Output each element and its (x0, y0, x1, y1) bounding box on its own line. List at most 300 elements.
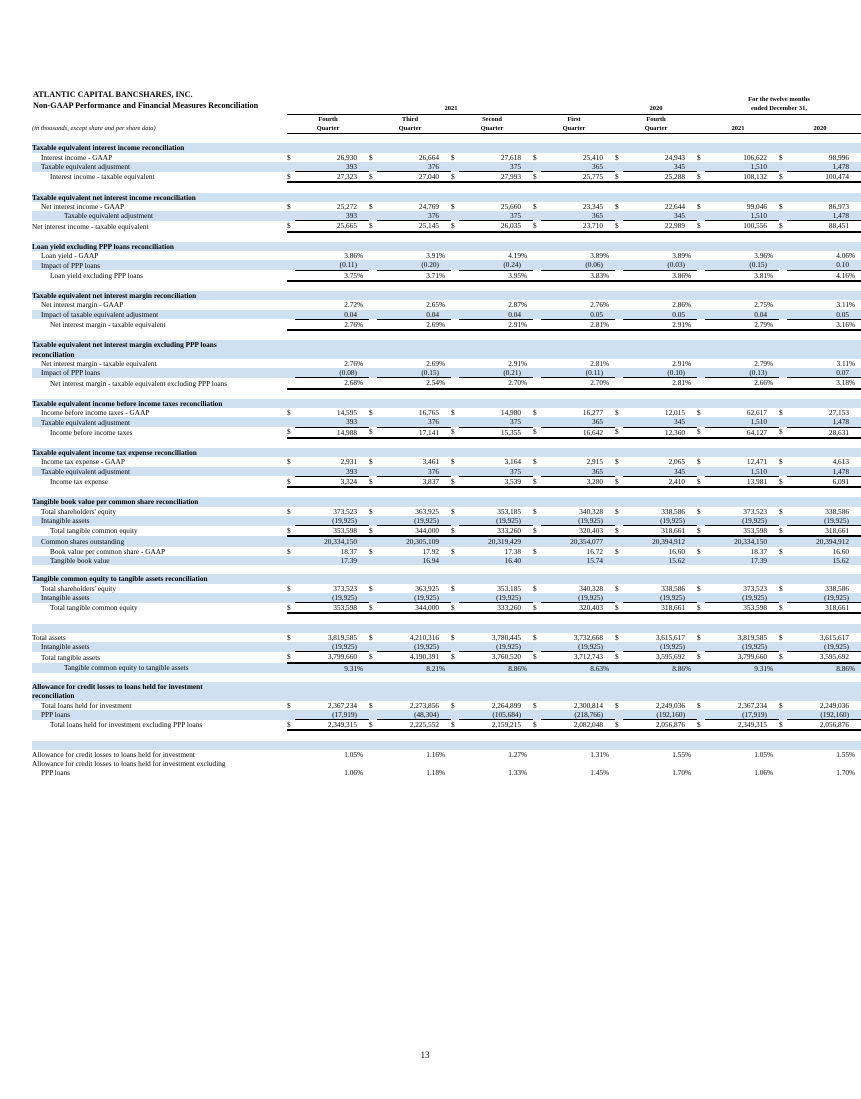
row-label: Impact of PPP loans (32, 368, 287, 378)
row-label: Net interest income - GAAP (41, 201, 125, 211)
col-fourth-2020: Fourth (646, 115, 666, 123)
value-cell: (19,925) (787, 516, 849, 526)
value-cell: 2,300,814 (573, 700, 603, 710)
dollar-sign (779, 710, 787, 720)
value-cell: (0.08) (295, 368, 357, 378)
dollar-sign: $ (697, 652, 705, 663)
dollar-sign: $ (451, 632, 455, 642)
value-cell: (19,925) (787, 593, 849, 603)
spacer-cell (32, 330, 861, 340)
value-cell: 1.27 (508, 749, 521, 759)
percent-sign (439, 652, 451, 663)
percent-sign: % (357, 319, 369, 330)
spacer-row (32, 613, 861, 623)
value-cell: 393 (295, 162, 357, 172)
dollar-sign (287, 768, 295, 777)
dollar-sign: $ (779, 583, 783, 593)
dollar-sign: $ (369, 427, 377, 438)
dollar-sign (369, 536, 377, 546)
dollar-sign: $ (779, 476, 787, 487)
value-cell: (218,766) (541, 710, 603, 720)
dollar-sign (697, 300, 705, 309)
dollar-sign (451, 556, 459, 565)
spacer-cell (32, 438, 861, 448)
percent-sign (767, 701, 779, 710)
dollar-sign (533, 467, 541, 477)
value-cell: 365 (541, 162, 603, 172)
value-cell: 20,394,912 (787, 536, 849, 546)
percent-sign: % (603, 270, 615, 281)
table-row (32, 260, 861, 270)
dollar-sign: $ (697, 546, 701, 556)
table-row (32, 536, 861, 546)
value-cell: 8.21 (377, 663, 439, 673)
value-cell: 9.31 (705, 663, 767, 673)
section-title-fill (287, 448, 861, 457)
dollar-sign: $ (369, 221, 377, 232)
percent-sign: % (521, 300, 528, 310)
dollar-sign (615, 556, 623, 565)
value-cell: 1.33 (508, 768, 521, 778)
percent-sign: % (521, 749, 528, 759)
dollar-sign (287, 359, 295, 368)
percent-sign (521, 603, 533, 614)
value-cell: 17.39 (705, 556, 767, 565)
dollar-sign: $ (287, 457, 291, 467)
dollar-sign (615, 642, 623, 652)
dollar-sign (451, 260, 459, 270)
percent-sign (603, 642, 615, 652)
percent-sign: % (767, 251, 774, 260)
percent-sign: % (521, 251, 528, 260)
dollar-sign: $ (451, 506, 455, 516)
dollar-sign (451, 536, 459, 546)
percent-sign (357, 710, 369, 720)
value-cell: 12,471 (746, 457, 767, 467)
table-row (32, 633, 861, 642)
dollar-sign: $ (533, 172, 541, 183)
value-cell: (19,925) (787, 642, 849, 652)
percent-sign (521, 368, 533, 378)
value-cell: 2.81 (590, 358, 603, 368)
percent-sign: % (849, 251, 856, 260)
dollar-sign (779, 593, 787, 603)
dollar-sign (615, 516, 623, 526)
dollar-sign (369, 378, 377, 389)
value-cell: (17,919) (705, 710, 767, 720)
row-fill (287, 759, 861, 768)
section-title-fill (287, 691, 861, 700)
percent-sign (357, 642, 369, 652)
dollar-sign (369, 300, 377, 309)
table-row (32, 211, 861, 221)
section-title: Taxable equivalent income tax expense reconciliation (32, 448, 287, 457)
percent-sign (357, 603, 369, 614)
value-cell: 24,943 (664, 152, 685, 162)
value-cell: 353,598 (705, 526, 767, 537)
value-cell: 2,225,552 (377, 720, 439, 731)
spacer-cell (32, 613, 861, 623)
dollar-sign (697, 750, 705, 759)
value-cell: 353,598 (295, 526, 357, 537)
table-row (32, 172, 861, 183)
twelve-months-header-2: ended December 31, (697, 104, 861, 114)
percent-sign (767, 467, 779, 477)
dollar-sign: $ (369, 583, 373, 593)
percent-sign: % (439, 300, 446, 310)
dollar-sign (697, 710, 705, 720)
value-cell: 1.05 (344, 749, 357, 759)
row-label: Net interest margin - taxable equivalent (50, 320, 166, 329)
value-cell: 345 (623, 467, 685, 477)
percent-sign (521, 556, 533, 565)
dollar-sign (615, 467, 623, 477)
dollar-sign (779, 251, 787, 260)
dollar-sign (287, 516, 295, 526)
value-cell: 16.60 (668, 546, 685, 556)
percent-sign: % (439, 251, 446, 260)
dollar-sign (615, 162, 623, 172)
percent-sign (357, 221, 369, 232)
percent-sign (439, 633, 451, 642)
percent-sign (603, 652, 615, 663)
dollar-sign (369, 417, 377, 427)
percent-sign (767, 417, 779, 427)
value-cell: 16,277 (582, 408, 603, 417)
dollar-sign: $ (451, 603, 459, 614)
value-cell: 25,288 (623, 172, 685, 183)
col-q1-2021: Quarter (533, 124, 615, 134)
dollar-sign: $ (615, 221, 623, 232)
col-fourth: Fourth (318, 115, 338, 123)
value-cell: 106,622 (743, 152, 767, 162)
percent-sign (357, 467, 369, 477)
percent-sign (849, 536, 861, 546)
percent-sign (521, 536, 533, 546)
dollar-sign (533, 556, 541, 565)
spacer-cell (32, 730, 861, 740)
percent-sign (357, 476, 369, 487)
value-cell: 20,319,429 (459, 536, 521, 546)
section-title-row (32, 350, 861, 359)
col-ytd-2021: 2021 (697, 124, 779, 134)
value-cell: (19,925) (377, 516, 439, 526)
dollar-sign (615, 536, 623, 546)
dollar-sign (533, 663, 541, 673)
percent-sign (767, 584, 779, 593)
spacer-row (32, 438, 861, 448)
value-cell: 16.72 (586, 546, 603, 556)
value-cell: 2.72 (344, 300, 357, 310)
value-cell: 99,046 (746, 201, 767, 211)
percent-sign: % (767, 270, 779, 281)
percent-sign: % (439, 378, 451, 389)
value-cell: 4.06 (836, 251, 849, 260)
percent-sign (603, 408, 615, 417)
percent-sign (521, 516, 533, 526)
value-cell: 2,159,215 (459, 720, 521, 731)
percent-sign (685, 260, 697, 270)
percent-sign (685, 457, 697, 466)
dollar-sign: $ (615, 546, 619, 556)
year-2021-header: 2021 (287, 104, 615, 114)
table-row (32, 378, 861, 389)
percent-sign (439, 153, 451, 162)
section-title-fill (287, 340, 861, 349)
dollar-sign (451, 593, 459, 603)
dollar-sign (615, 663, 623, 673)
percent-sign: % (849, 663, 861, 673)
value-cell: 8.63 (541, 663, 603, 673)
dollar-sign (779, 768, 787, 777)
dollar-sign (369, 467, 377, 477)
value-cell: 3,819,585 (327, 632, 357, 642)
value-cell: 1.55 (836, 749, 849, 759)
dollar-sign (451, 417, 459, 427)
table-row (32, 701, 861, 710)
value-cell: 2,349,315 (295, 720, 357, 731)
row-label: Income tax expense - GAAP (41, 457, 125, 467)
value-cell: 1.05 (754, 749, 767, 759)
percent-sign (849, 633, 861, 642)
value-cell: 353,598 (705, 603, 767, 614)
percent-sign (357, 162, 369, 172)
value-cell: 12,360 (623, 427, 685, 438)
dollar-sign: $ (369, 457, 373, 467)
value-cell: 100,474 (787, 172, 849, 183)
percent-sign (849, 260, 861, 270)
value-cell: 8.86 (623, 663, 685, 673)
value-cell: 4,190,391 (377, 652, 439, 663)
dollar-sign: $ (451, 221, 459, 232)
percent-sign (357, 547, 369, 556)
dollar-sign (615, 378, 623, 389)
percent-sign (767, 516, 779, 526)
value-cell: 0.05 (787, 310, 849, 320)
dollar-sign (451, 162, 459, 172)
col-ytd-2020: 2020 (779, 124, 861, 134)
value-cell: 3,539 (459, 476, 521, 487)
percent-sign (521, 153, 533, 162)
value-cell: 345 (623, 162, 685, 172)
value-cell: (19,925) (459, 593, 521, 603)
value-cell: 1,510 (705, 417, 767, 427)
percent-sign (767, 710, 779, 720)
percent-sign (767, 476, 779, 487)
dollar-sign (533, 750, 541, 759)
value-cell: 2.76 (590, 300, 603, 310)
percent-sign (439, 457, 451, 466)
dollar-sign (533, 359, 541, 368)
percent-sign (685, 162, 697, 172)
dollar-sign: $ (533, 526, 541, 537)
percent-sign: % (849, 358, 856, 368)
value-cell: (0.15) (705, 260, 767, 270)
value-cell: 2.75 (754, 300, 767, 310)
value-cell: 3.81 (705, 270, 767, 281)
percent-sign (521, 720, 533, 731)
value-cell: 3,760,520 (459, 652, 521, 663)
value-cell: 2.91 (623, 319, 685, 330)
value-cell: 375 (459, 211, 521, 221)
dollar-sign: $ (615, 506, 619, 516)
dollar-sign (697, 536, 705, 546)
value-cell: 2.54 (377, 378, 439, 389)
section-blank-row (32, 741, 861, 750)
spacer-cell (32, 232, 861, 242)
value-cell: 14,980 (500, 408, 521, 417)
value-cell: 318,661 (787, 526, 849, 537)
value-cell: 2,367,234 (327, 700, 357, 710)
dollar-sign: $ (615, 526, 623, 537)
dollar-sign (287, 300, 295, 309)
percent-sign: % (603, 378, 615, 389)
value-cell: (0.15) (377, 368, 439, 378)
dollar-sign (615, 310, 623, 320)
col-first: First (567, 115, 581, 123)
percent-sign (767, 603, 779, 614)
value-cell: 27,323 (295, 172, 357, 183)
table-row (32, 417, 861, 427)
dollar-sign: $ (615, 720, 623, 731)
value-cell: 22,989 (623, 221, 685, 232)
percent-sign (603, 526, 615, 537)
dollar-sign (287, 251, 295, 260)
section-title: Allowance for credit losses to loans held for investment (32, 682, 287, 691)
percent-sign (439, 202, 451, 211)
percent-sign (357, 457, 369, 466)
value-cell: 2.86 (672, 300, 685, 310)
dollar-sign: $ (451, 652, 459, 663)
row-label: Total loans held for investment excluding PPP loans (50, 720, 203, 730)
percent-sign (439, 162, 451, 172)
percent-sign (685, 368, 697, 378)
dollar-sign: $ (779, 221, 787, 232)
dollar-sign: $ (287, 583, 291, 593)
percent-sign (685, 526, 697, 537)
value-cell: 3,615,617 (655, 632, 685, 642)
spacer-row (32, 182, 861, 192)
spacer-cell (32, 673, 861, 682)
value-cell: 3,780,445 (491, 632, 521, 642)
percent-sign: % (767, 358, 774, 368)
section-title: Taxable equivalent net interest margin reconciliation (32, 291, 287, 300)
percent-sign (685, 642, 697, 652)
value-cell: (19,925) (459, 642, 521, 652)
dollar-sign: $ (287, 546, 291, 556)
value-cell: 363,925 (415, 506, 439, 516)
section-title-fill (287, 399, 861, 408)
value-cell: 2.76 (344, 358, 357, 368)
percent-sign (357, 417, 369, 427)
percent-sign: % (849, 768, 856, 778)
dollar-sign (615, 300, 623, 309)
dollar-sign (697, 378, 705, 389)
dollar-sign (615, 750, 623, 759)
dollar-sign (287, 710, 295, 720)
percent-sign (357, 701, 369, 710)
value-cell: 17,141 (377, 427, 439, 438)
dollar-sign (615, 359, 623, 368)
percent-sign (439, 467, 451, 477)
blank (32, 741, 861, 750)
row-label: Intangible assets (32, 642, 287, 652)
value-cell: (105,684) (459, 710, 521, 720)
percent-sign (849, 584, 861, 593)
dollar-sign (533, 260, 541, 270)
dollar-sign (287, 260, 295, 270)
dollar-sign (369, 768, 377, 777)
value-cell: (19,925) (541, 516, 603, 526)
percent-sign: % (603, 300, 610, 310)
value-cell: 3,615,617 (819, 632, 849, 642)
value-cell: 1,510 (705, 211, 767, 221)
dollar-sign: $ (287, 632, 291, 642)
percent-sign (849, 457, 861, 466)
value-cell: 25,272 (336, 201, 357, 211)
value-cell: 0.04 (705, 310, 767, 320)
value-cell: 338,586 (825, 583, 849, 593)
percent-sign (767, 202, 779, 211)
value-cell: 18.37 (340, 546, 357, 556)
percent-sign (603, 547, 615, 556)
value-cell: 365 (541, 211, 603, 221)
row-label: Taxable equivalent adjustment (32, 162, 287, 172)
dollar-sign: $ (369, 172, 377, 183)
value-cell: 1,510 (705, 467, 767, 477)
value-cell: 28,631 (787, 427, 849, 438)
dollar-sign (369, 359, 377, 368)
value-cell: 100,556 (705, 221, 767, 232)
percent-sign (685, 603, 697, 614)
percent-sign (439, 507, 451, 516)
dollar-sign: $ (533, 457, 537, 467)
percent-sign: % (685, 270, 697, 281)
row-label: Income tax expense (50, 477, 108, 486)
percent-sign (603, 584, 615, 593)
dollar-sign: $ (615, 476, 623, 487)
dollar-sign (369, 710, 377, 720)
section-title-row (32, 682, 861, 691)
dollar-sign (369, 319, 377, 330)
percent-sign (849, 427, 861, 438)
section-title-row (32, 143, 861, 152)
section-title: Taxable equivalent net interest margin excluding PPP loans (32, 340, 287, 349)
percent-sign (357, 507, 369, 516)
percent-sign (521, 642, 533, 652)
percent-sign (357, 526, 369, 537)
value-cell: 8.86 (787, 663, 849, 673)
dollar-sign (451, 710, 459, 720)
value-cell: 15,355 (459, 427, 521, 438)
dollar-sign: $ (369, 546, 373, 556)
value-cell: 376 (377, 162, 439, 172)
percent-sign (767, 221, 779, 232)
section-title-row (32, 448, 861, 457)
percent-sign (603, 710, 615, 720)
value-cell: 3.75 (295, 270, 357, 281)
dollar-sign: $ (451, 476, 459, 487)
value-cell: 320,403 (541, 526, 603, 537)
section-title-fill (287, 143, 861, 152)
value-cell: 3,799,660 (705, 652, 767, 663)
dollar-sign: $ (779, 457, 783, 467)
dollar-sign (615, 270, 623, 281)
value-cell: 20,334,150 (295, 536, 357, 546)
dollar-sign (451, 319, 459, 330)
dollar-sign (779, 467, 787, 477)
twelve-months-header: For the twelve months (748, 96, 810, 103)
